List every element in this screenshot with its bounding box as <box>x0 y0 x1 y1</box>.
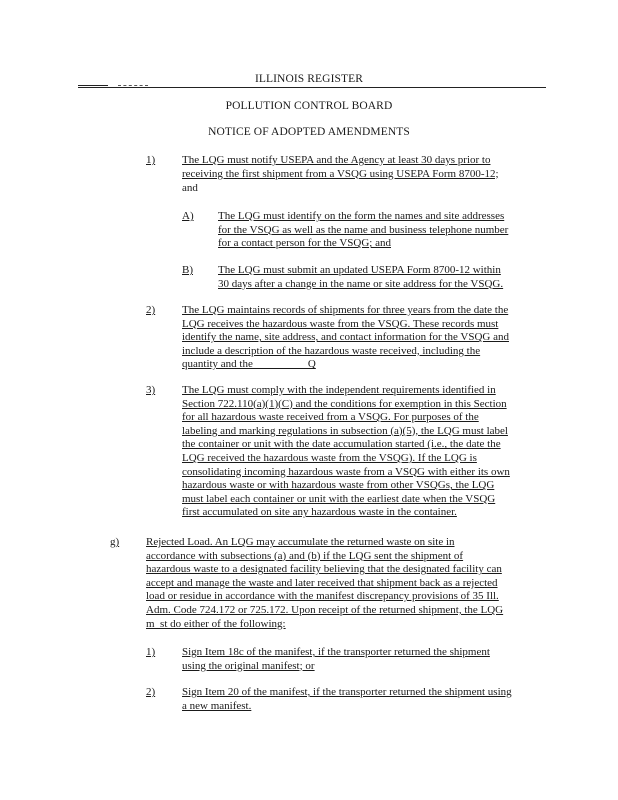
item-1b-line: 30 days after a change in the name or site address for the VSQG. <box>218 277 504 290</box>
item-3-line: The LQG must comply with the independent requirements identified in <box>182 384 496 396</box>
section-g-line: hazardous waste to a designated facility believing that the designated facility can <box>146 563 502 576</box>
item-1a-text <box>218 210 508 251</box>
item-1-and: and <box>182 182 198 194</box>
section-g-line: m st do either of the following: <box>146 617 286 630</box>
item-2-line: LQG receives the hazardous waste from the VSQG. These records must <box>182 317 499 330</box>
header-dash-dotted <box>118 85 148 86</box>
notice-title: NOTICE OF ADOPTED AMENDMENTS <box>208 126 410 138</box>
section-g1-line: using the original manifest; or <box>182 659 315 672</box>
item-1-line: receiving the first shipment from a VSQG using USEPA Form 8700-12; <box>182 167 499 180</box>
item-1b-text <box>218 264 503 291</box>
section-g2-line: a new manifest. <box>182 699 252 712</box>
section-g-label: g) <box>110 536 120 548</box>
section-g2-number: 2) <box>146 686 156 698</box>
item-3-line: first accumulated on site any hazardous waste in the container. <box>182 506 457 519</box>
item-2-line: The LQG maintains records of shipments for three years from the date the <box>182 304 509 316</box>
item-2-number: 2) <box>146 304 156 316</box>
item-1a-line: for the VSQG as well as the name and business telephone number <box>218 223 509 236</box>
item-1b-line: The LQG must submit an updated USEPA Form 8700-12 within <box>218 264 501 276</box>
item-2-line: include a description of the hazardous waste received, including the <box>182 344 481 357</box>
item-2-text <box>182 304 509 372</box>
section-g2-text <box>182 686 512 713</box>
item-3-line: hazardous waste or with hazardous waste from other VSQGs, the LQG <box>182 479 495 492</box>
item-3-line: consolidating incoming hazardous waste from a VSQG with either its own <box>182 465 510 478</box>
item-2-line: quantity and the Q <box>182 358 316 371</box>
item-3-line: LQG received the hazardous waste from the VSQG). If the LQG is <box>182 451 477 464</box>
item-1a-label: A) <box>182 210 194 222</box>
section-g-line: Rejected Load. An LQG may accumulate the returned waste on site in <box>146 536 455 548</box>
header-rule <box>78 87 546 88</box>
item-1-number: 1) <box>146 154 156 166</box>
section-g-text <box>146 536 503 631</box>
item-1-line: The LQG must notify USEPA and the Agency at least 30 days prior to <box>182 154 491 166</box>
item-3-line: must label each container or unit with the earliest date when the VSQG <box>182 492 496 505</box>
item-3-line: for all hazardous waste received from a VSQG. For purposes of the <box>182 411 479 424</box>
section-g-line: accordance with subsections (a) and (b) if the LQG sent the shipment of <box>146 549 464 562</box>
header-dash <box>78 85 108 86</box>
section-g-line: load or residue in accordance with the manifest discrepancy provisions of 35 Ill. <box>146 590 499 603</box>
item-2-line: identify the name, site address, and contact information for the VSQG and <box>182 331 509 344</box>
item-1-text <box>182 154 499 181</box>
section-g-line: accept and manage the waste and later received that shipment back as a rejected <box>146 576 498 589</box>
item-3-text <box>182 384 510 520</box>
item-3-line: the container or unit with the date accumulation started (i.e., the date the <box>182 438 501 451</box>
section-g1-line: Sign Item 18c of the manifest, if the transporter returned the shipment <box>182 646 490 658</box>
section-g-line: Adm. Code 724.172 or 725.172. Upon receipt of the returned shipment, the LQG <box>146 603 504 616</box>
item-1a-line: The LQG must identify on the form the names and site addresses <box>218 210 505 222</box>
item-1b-label: B) <box>182 264 193 276</box>
item-3-number: 3) <box>146 384 156 396</box>
item-3-line: labeling and marking regulations in subsection (a)(5), the LQG must label <box>182 424 508 437</box>
item-3-line: Section 722.110(a)(1)(C) and the conditions for exemption in this Section <box>182 397 507 410</box>
section-g1-text <box>182 646 490 673</box>
item-1a-line: for a contact person for the VSQG; and <box>218 237 391 250</box>
board-title: POLLUTION CONTROL BOARD <box>225 100 393 112</box>
section-g2-line: Sign Item 20 of the manifest, if the transporter returned the shipment using <box>182 686 512 698</box>
register-title: ILLINOIS REGISTER <box>254 73 364 85</box>
section-g1-number: 1) <box>146 646 156 658</box>
